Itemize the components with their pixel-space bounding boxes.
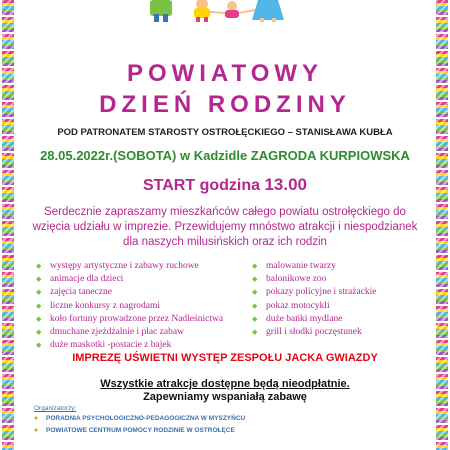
list-item: ◆ dmuchane zjeżdżalnie i plac zabaw xyxy=(36,326,236,339)
list-item: ◆ pokazy policyjne i strażackie xyxy=(252,286,432,299)
list-item: ◆ grill i słodki poczęstunek xyxy=(252,326,432,339)
poster-title-line1: POWIATOWY xyxy=(126,60,324,87)
patronage-text: POD PATRONATEM STAROSTY OSTROŁĘCKIEGO – STANISŁAWA KUBŁA xyxy=(57,127,393,138)
start-hour: 13.00 xyxy=(264,175,307,194)
list-item: ◆ duże bańki mydlane xyxy=(252,313,432,326)
attractions-list-left xyxy=(36,260,236,352)
list-item: ◆ duże maskotki -postacie z bajek xyxy=(36,339,236,352)
decorative-border-right xyxy=(436,0,448,450)
list-item: ◆ animacje dla dzieci xyxy=(36,273,236,286)
event-date-location: 28.05.2022r.(SOBOTA) w Kadzidle ZAGRODA KURPIOWSKA xyxy=(40,148,410,163)
intro-paragraph: Serdecznie zapraszamy mieszkańców całego powiatu ostrołęckiego do wzięcia udziału w imprezie. Przewidujemy mnóstwo atrakcji i niespodzianek dla naszych milusińskich oraz ich rodzin xyxy=(32,206,418,248)
organizer-item: ● POWIATOWE CENTRUM POMOCY RODZINIE W OSTROŁĘCE xyxy=(34,425,245,437)
list-item: ◆ liczne konkursy z nagrodami xyxy=(36,300,236,313)
family-illustration xyxy=(120,0,310,22)
list-item: ◆ pokaz motocykli xyxy=(252,300,432,313)
organizer-item: ● PORADNIA PSYCHOLOGICZNO-PEDAGOGICZNA W MYSZYŃCU xyxy=(34,413,245,425)
list-item: ◆ występy artystyczne i zabawy ruchowe xyxy=(36,260,236,273)
free-admission-note: Wszystkie atrakcje dostępne będą nieodpłatnie. xyxy=(100,378,350,390)
poster-title-line2: DZIEŃ RODZINY xyxy=(99,91,351,118)
start-label: START godzina xyxy=(142,177,265,194)
list-item: ◆ balonikowe zoo xyxy=(252,273,432,286)
list-item: ◆ zajęcia taneczne xyxy=(36,286,236,299)
attractions-list-right xyxy=(252,260,432,339)
decorative-border-left xyxy=(2,0,14,450)
list-item: ◆ malowanie twarzy xyxy=(252,260,432,273)
list-item: ◆ koło fortuny prowadzone przez Nadleśnictwa xyxy=(36,313,236,326)
start-time xyxy=(20,175,430,195)
organizers-list xyxy=(34,413,245,437)
invite-text: Zapewniamy wspaniałą zabawę xyxy=(143,391,307,403)
organizers-label: Organizatorzy: xyxy=(34,405,77,412)
performance-highlight: IMPREZĘ UŚWIETNI WYSTĘP ZESPOŁU JACKA GWIAZDY xyxy=(72,352,378,364)
poster xyxy=(20,0,430,450)
